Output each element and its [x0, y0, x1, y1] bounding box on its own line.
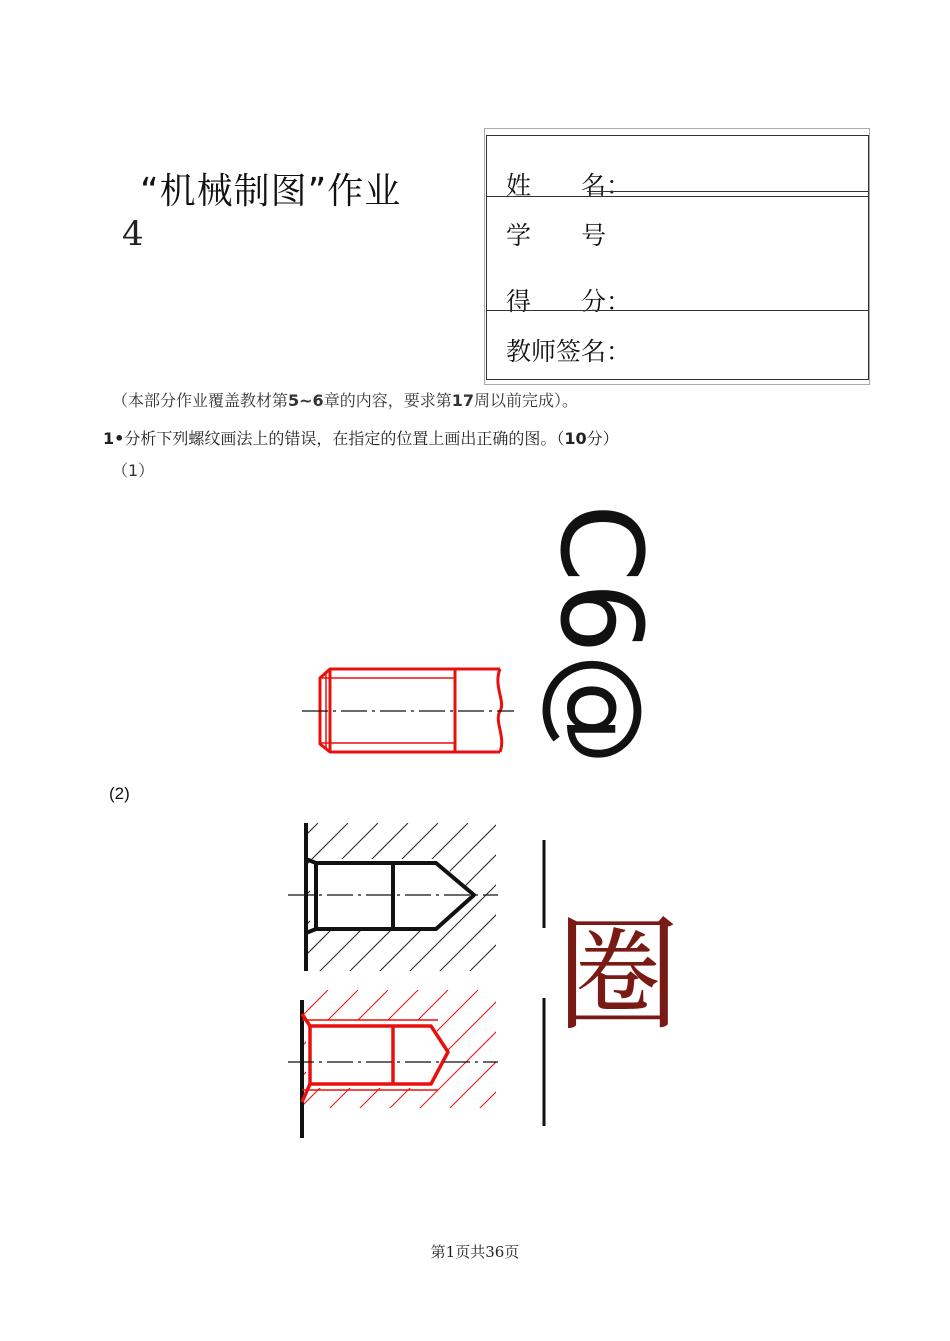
note-suffix: 周以前完成）。 — [473, 391, 578, 410]
score-label: 得 分： — [506, 287, 632, 316]
note-week: 17 — [451, 391, 474, 410]
watermark-char: 圈 — [556, 904, 681, 1048]
page-footer: 第1页共36页 — [430, 1243, 520, 1261]
teacher-signature-label: 教师签名： — [506, 337, 632, 366]
name-label: 姓 名： — [506, 171, 632, 200]
question-1 — [103, 426, 619, 449]
question-points-suffix: 分） — [586, 429, 619, 448]
question-number: 1• — [103, 429, 125, 448]
divider-line — [487, 310, 868, 311]
question-text: 分析下列螺纹画法上的错误，在指定的位置上画出正确的图。（ — [124, 429, 565, 448]
threaded-hole-correct-drawing — [288, 990, 500, 1138]
note-chapters: 5~6 — [288, 391, 324, 410]
info-box-frame — [486, 135, 869, 380]
threaded-hole-incorrect-drawing — [288, 823, 500, 971]
student-id-label: 学 号 — [506, 221, 607, 250]
note-prefix: （本部分作业覆盖教材第 — [112, 391, 289, 410]
assignment-note — [112, 388, 578, 411]
watermark-stamp — [535, 498, 681, 1058]
divider-line — [487, 196, 868, 197]
note-middle: 章的内容，要求第 — [323, 391, 452, 410]
watermark-rotated-text: C6@ — [535, 504, 665, 766]
sub-item-2-label: (2) — [109, 784, 130, 803]
sub-item-1-label: （1） — [112, 461, 155, 480]
name-underline — [587, 191, 868, 192]
assignment-title: “机械制图”作业 — [140, 171, 402, 212]
question-points: 10 — [564, 429, 587, 448]
assignment-number: 4 — [122, 214, 144, 254]
student-info-box — [484, 128, 870, 385]
external-thread-drawing — [300, 664, 516, 756]
